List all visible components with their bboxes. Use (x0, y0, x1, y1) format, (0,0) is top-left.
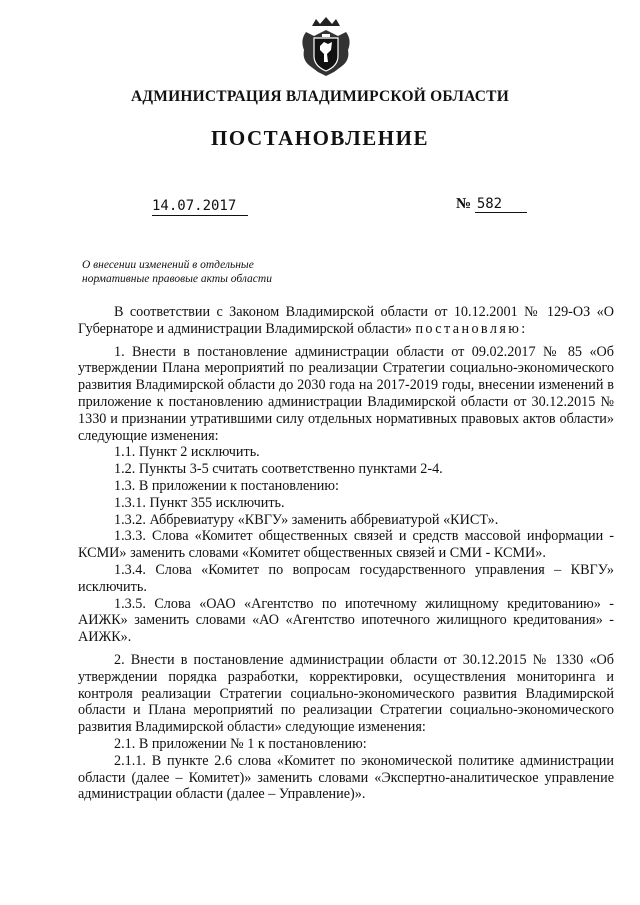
subject-line-1: О внесении изменений в отдельные (82, 259, 254, 271)
decree-word: постановляю: (415, 320, 528, 337)
item-1-3: 1.3. В приложении к постановлению: (114, 477, 339, 494)
document-date: 14.07.2017 (152, 198, 248, 216)
organization-name: АДМИНИСТРАЦИЯ ВЛАДИМИРСКОЙ ОБЛАСТИ (131, 88, 509, 105)
item-1: 1. Внести в постановление администрации области от 09.02.2017 № 85 «Об утверждении Плана мероприятий по реализации Стратегии социально-экономического развития Владимирской области до 2030 года на 2017-2019 годы, внесении изменений в приложение к постановлению администрации Владимирской области от 30.12.2015 № 1330 и признании утратившими силу отдельных нормативных правовых актов области» следующие изменения: (78, 343, 614, 444)
document-number-block (456, 196, 527, 213)
preamble-paragraph (78, 304, 614, 338)
number-label: № (456, 196, 472, 212)
document-type-title: ПОСТАНОВЛЕНИЕ (211, 126, 429, 150)
item-1-3-4: 1.3.4. Слова «Комитет по вопросам государственного управления – КВГУ» исключить. (78, 561, 614, 595)
document-subject (82, 258, 342, 286)
item-1-3-1: 1.3.1. Пункт 355 исключить. (114, 494, 285, 511)
item-2: 2. Внести в постановление администрации области от 30.12.2015 № 1330 «Об утверждении порядка разработки, корректировки, осуществления мониторинга и контроля реализации Стратегии социально-экономического развития Владимирской области и Плана мероприятий по реализации Стратегии социально-экономического развития Владимирской области» следующие изменения: (78, 651, 614, 736)
document-number: 582 (475, 196, 527, 213)
item-2-1: 2.1. В приложении № 1 к постановлению: (114, 735, 367, 752)
preamble-text: В соответствии с Законом Владимирской области от 10.12.2001 № 129-ОЗ «О Губернаторе и администрации Владимирской области» (78, 304, 614, 337)
item-1-3-5: 1.3.5. Слова «ОАО «Агентство по ипотечному жилищному кредитованию» - АИЖК» заменить словами «АО «Агентство ипотечного жилищного кредитования» - АИЖК». (78, 595, 614, 646)
subject-line-2: нормативные правовые акты области (82, 273, 272, 285)
item-1-3-3: 1.3.3. Слова «Комитет общественных связей и средств массовой информации - КСМИ» заменить словами «Комитет общественных связей и СМИ - КСМИ». (78, 528, 614, 562)
item-2-1-1: 2.1.1. В пункте 2.6 слова «Комитет по экономической политике администрации области (далее – Комитет)» заменить словами «Экспертно-аналитическое управление администрации области (далее – Управление)». (78, 752, 614, 803)
document-body (78, 304, 614, 803)
item-1-1: 1.1. Пункт 2 исключить. (114, 444, 260, 461)
item-1-3-2: 1.3.2. Аббревиатуру «КВГУ» заменить аббревиатурой «КИСТ». (114, 511, 499, 528)
coat-of-arms-icon (298, 16, 354, 80)
item-1-2: 1.2. Пункты 3-5 считать соответственно пунктами 2-4. (114, 461, 443, 478)
